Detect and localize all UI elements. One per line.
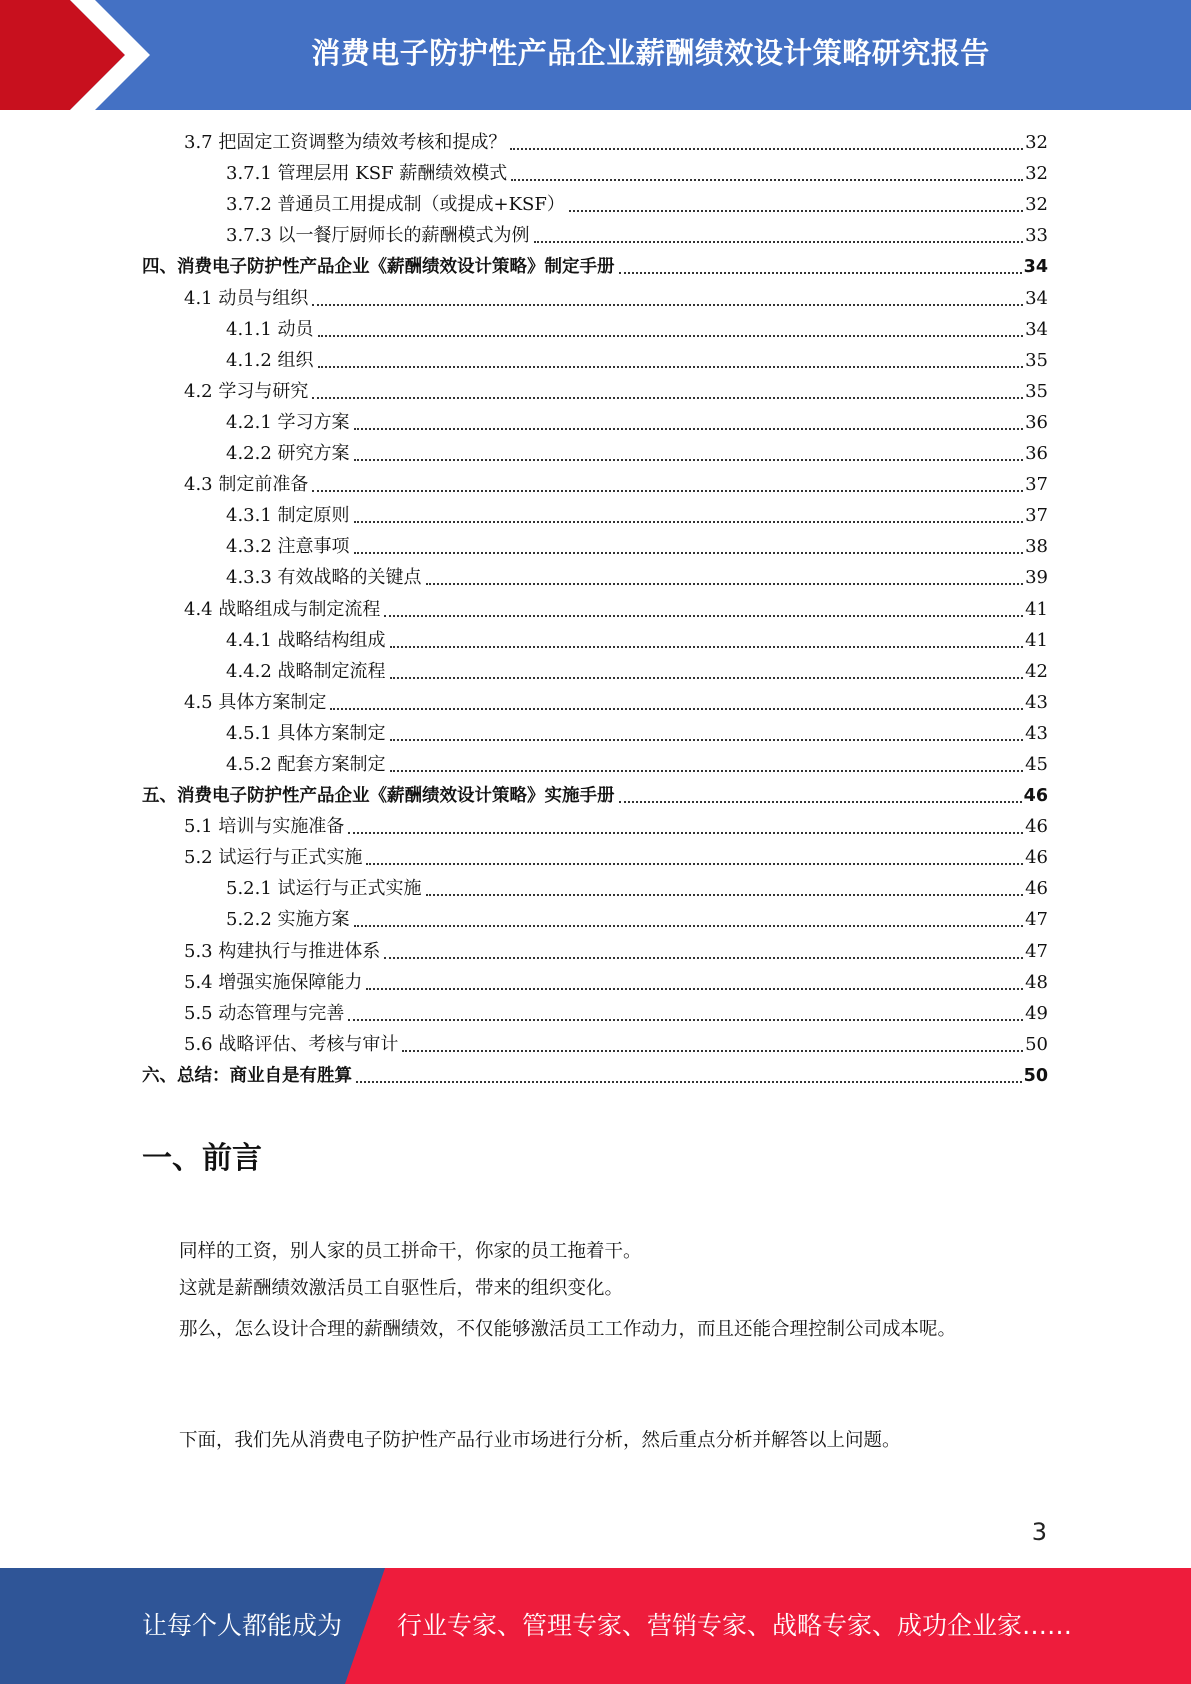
- page-footer-banner: [0, 1568, 1191, 1684]
- toc-entry[interactable]: [142, 812, 1048, 843]
- toc-entry-label: 4.4.2 战略制定流程: [226, 660, 386, 682]
- toc-entry-label: 4.5.2 配套方案制定: [226, 753, 386, 775]
- toc-dot-leader: [402, 1050, 1023, 1052]
- toc-entry[interactable]: [142, 781, 1048, 812]
- toc-entry-page: 32: [1025, 194, 1048, 216]
- toc-entry[interactable]: [142, 999, 1048, 1030]
- toc-entry-page: 45: [1025, 753, 1048, 775]
- toc-entry-label: 4.5 具体方案制定: [184, 691, 327, 713]
- toc-entry-label: 5.4 增强实施保障能力: [184, 971, 363, 993]
- toc-dot-leader: [312, 490, 1023, 492]
- toc-dot-leader: [354, 552, 1024, 554]
- toc-entry-page: 34: [1023, 257, 1048, 278]
- body-paragraph: [142, 1311, 1048, 1348]
- toc-entry[interactable]: [142, 501, 1048, 532]
- toc-entry-page: 49: [1025, 1002, 1048, 1024]
- toc-entry[interactable]: [142, 719, 1048, 750]
- footer-slogan-right: 行业专家、管理专家、营销专家、战略专家、成功企业家……: [397, 1611, 1073, 1640]
- toc-dot-leader: [312, 397, 1023, 399]
- toc-entry[interactable]: [142, 159, 1048, 190]
- toc-entry[interactable]: [142, 626, 1048, 657]
- toc-entry[interactable]: [142, 594, 1048, 625]
- toc-entry-page: 32: [1025, 163, 1048, 185]
- toc-entry-label: 4.3.3 有效战略的关键点: [226, 567, 422, 589]
- toc-dot-leader: [569, 210, 1023, 212]
- toc-entry-page: 43: [1025, 722, 1048, 744]
- toc-entry[interactable]: [142, 968, 1048, 999]
- toc-dot-leader: [390, 677, 1024, 679]
- toc-entry-page: 50: [1023, 1065, 1048, 1086]
- toc-entry-page: 35: [1025, 380, 1048, 402]
- toc-entry-page: 41: [1025, 598, 1048, 620]
- toc-entry[interactable]: [142, 190, 1048, 221]
- toc-entry[interactable]: [142, 346, 1048, 377]
- toc-dot-leader: [384, 957, 1023, 959]
- toc-dot-leader: [511, 179, 1023, 181]
- header-arrow-decoration: [0, 0, 150, 110]
- toc-entry-label: 4.4.1 战略结构组成: [226, 629, 386, 651]
- toc-entry-label: 四、消费电子防护性产品企业《薪酬绩效设计策略》制定手册: [142, 257, 615, 278]
- page-number: 3: [1031, 1518, 1047, 1546]
- toc-entry-label: 5.3 构建执行与推进体系: [184, 940, 381, 962]
- body-paragraph: [142, 1270, 1048, 1307]
- toc-dot-leader: [384, 615, 1023, 617]
- toc-dot-leader: [510, 148, 1023, 150]
- toc-entry-label: 3.7.3 以一餐厅厨师长的薪酬模式为例: [226, 225, 530, 247]
- toc-dot-leader: [354, 428, 1024, 430]
- toc-dot-leader: [426, 894, 1024, 896]
- toc-dot-leader: [348, 1019, 1023, 1021]
- toc-dot-leader: [356, 1081, 1022, 1083]
- toc-entry-page: 47: [1025, 909, 1048, 931]
- section-heading: 一、前言: [142, 1141, 262, 1176]
- toc-entry-label: 5.1 培训与实施准备: [184, 816, 345, 838]
- toc-dot-leader: [426, 583, 1024, 585]
- toc-entry[interactable]: [142, 283, 1048, 314]
- toc-entry-page: 33: [1025, 225, 1048, 247]
- toc-entry[interactable]: [142, 1030, 1048, 1061]
- toc-dot-leader: [318, 366, 1024, 368]
- toc-dot-leader: [366, 988, 1023, 990]
- toc-entry[interactable]: [142, 563, 1048, 594]
- paragraph-text: 下面，我们先从消费电子防护性产品行业市场进行分析，然后重点分析并解答以上问题。: [179, 1430, 901, 1451]
- toc-entry[interactable]: [142, 874, 1048, 905]
- toc-entry-page: 36: [1025, 411, 1048, 433]
- footer-slogan-left: 让每个人都能成为: [142, 1611, 343, 1640]
- toc-entry-page: 34: [1025, 318, 1048, 340]
- toc-entry-page: 39: [1025, 567, 1048, 589]
- paragraph-text: 这就是薪酬绩效激活员工自驱性后，带来的组织变化。: [179, 1278, 624, 1299]
- toc-dot-leader: [366, 863, 1023, 865]
- toc-entry-label: 4.2 学习与研究: [184, 380, 309, 402]
- table-of-contents: [142, 128, 1048, 1092]
- toc-entry-page: 38: [1025, 536, 1048, 558]
- toc-dot-leader: [390, 739, 1024, 741]
- toc-entry-label: 4.4 战略组成与制定流程: [184, 598, 381, 620]
- page-header-banner: [0, 0, 1191, 110]
- toc-entry-label: 3.7 把固定工资调整为绩效考核和提成？: [184, 132, 507, 154]
- toc-entry[interactable]: [142, 221, 1048, 252]
- toc-entry[interactable]: [142, 843, 1048, 874]
- toc-entry-page: 43: [1025, 691, 1048, 713]
- toc-dot-leader: [390, 770, 1024, 772]
- body-paragraph: [142, 1422, 1048, 1459]
- toc-entry-label: 3.7.1 管理层用 KSF 薪酬绩效模式: [226, 163, 508, 185]
- toc-dot-leader: [312, 304, 1023, 306]
- body-paragraph: [142, 1233, 1048, 1270]
- toc-entry-label: 4.2.2 研究方案: [226, 443, 350, 465]
- toc-entry[interactable]: [142, 1061, 1048, 1092]
- toc-entry[interactable]: [142, 128, 1048, 159]
- toc-entry-label: 5.2 试运行与正式实施: [184, 847, 363, 869]
- toc-entry-label: 4.5.1 具体方案制定: [226, 722, 386, 744]
- toc-entry-label: 3.7.2 普通员工用提成制（或提成+KSF）: [226, 194, 565, 216]
- toc-dot-leader: [390, 646, 1024, 648]
- toc-dot-leader: [619, 801, 1022, 803]
- paragraph-text: 同样的工资，别人家的员工拼命干，你家的员工拖着干。: [179, 1241, 642, 1262]
- toc-entry-label: 4.3 制定前准备: [184, 474, 309, 496]
- toc-entry[interactable]: [142, 905, 1048, 936]
- toc-entry-label: 4.2.1 学习方案: [226, 411, 350, 433]
- toc-entry-page: 48: [1025, 971, 1048, 993]
- toc-entry-page: 42: [1025, 660, 1048, 682]
- toc-entry-label: 4.3.1 制定原则: [226, 505, 350, 527]
- toc-entry-page: 46: [1025, 878, 1048, 900]
- toc-entry[interactable]: [142, 252, 1048, 283]
- toc-dot-leader: [354, 925, 1024, 927]
- toc-dot-leader: [354, 459, 1024, 461]
- toc-entry-page: 46: [1025, 816, 1048, 838]
- paragraph-text: 那么，怎么设计合理的薪酬绩效，不仅能够激活员工工作动力，而且还能合理控制公司成本呢。: [179, 1319, 957, 1340]
- toc-entry-page: 46: [1025, 847, 1048, 869]
- toc-entry-page: 41: [1025, 629, 1048, 651]
- toc-entry-page: 36: [1025, 443, 1048, 465]
- toc-entry-page: 32: [1025, 132, 1048, 154]
- toc-entry-page: 46: [1023, 786, 1048, 807]
- toc-dot-leader: [348, 832, 1023, 834]
- toc-entry-label: 五、消费电子防护性产品企业《薪酬绩效设计策略》实施手册: [142, 786, 615, 807]
- toc-entry[interactable]: [142, 408, 1048, 439]
- report-title: 消费电子防护性产品企业薪酬绩效设计策略研究报告: [311, 36, 990, 70]
- toc-entry[interactable]: [142, 936, 1048, 967]
- toc-entry-page: 50: [1025, 1033, 1048, 1055]
- toc-entry[interactable]: [142, 750, 1048, 781]
- toc-entry[interactable]: [142, 532, 1048, 563]
- toc-entry-label: 5.6 战略评估、考核与审计: [184, 1033, 399, 1055]
- toc-entry-page: 34: [1025, 287, 1048, 309]
- toc-dot-leader: [619, 272, 1022, 274]
- toc-entry-label: 5.2.1 试运行与正式实施: [226, 878, 422, 900]
- toc-entry-label: 5.5 动态管理与完善: [184, 1002, 345, 1024]
- toc-entry-page: 37: [1025, 474, 1048, 496]
- toc-entry-label: 4.3.2 注意事项: [226, 536, 350, 558]
- toc-entry-label: 4.1.2 组织: [226, 349, 314, 371]
- toc-entry-label: 4.1.1 动员: [226, 318, 314, 340]
- toc-dot-leader: [534, 241, 1024, 243]
- toc-dot-leader: [354, 521, 1024, 523]
- toc-entry-page: 37: [1025, 505, 1048, 527]
- toc-entry[interactable]: [142, 470, 1048, 501]
- toc-entry[interactable]: [142, 439, 1048, 470]
- toc-dot-leader: [330, 708, 1023, 710]
- toc-entry[interactable]: [142, 657, 1048, 688]
- toc-entry[interactable]: [142, 688, 1048, 719]
- toc-entry-label: 5.2.2 实施方案: [226, 909, 350, 931]
- toc-entry-page: 47: [1025, 940, 1048, 962]
- toc-entry[interactable]: [142, 315, 1048, 346]
- toc-dot-leader: [318, 335, 1024, 337]
- toc-entry-page: 35: [1025, 349, 1048, 371]
- toc-entry-label: 六、总结：商业自是有胜算: [142, 1065, 352, 1086]
- toc-entry-label: 4.1 动员与组织: [184, 287, 309, 309]
- toc-entry[interactable]: [142, 377, 1048, 408]
